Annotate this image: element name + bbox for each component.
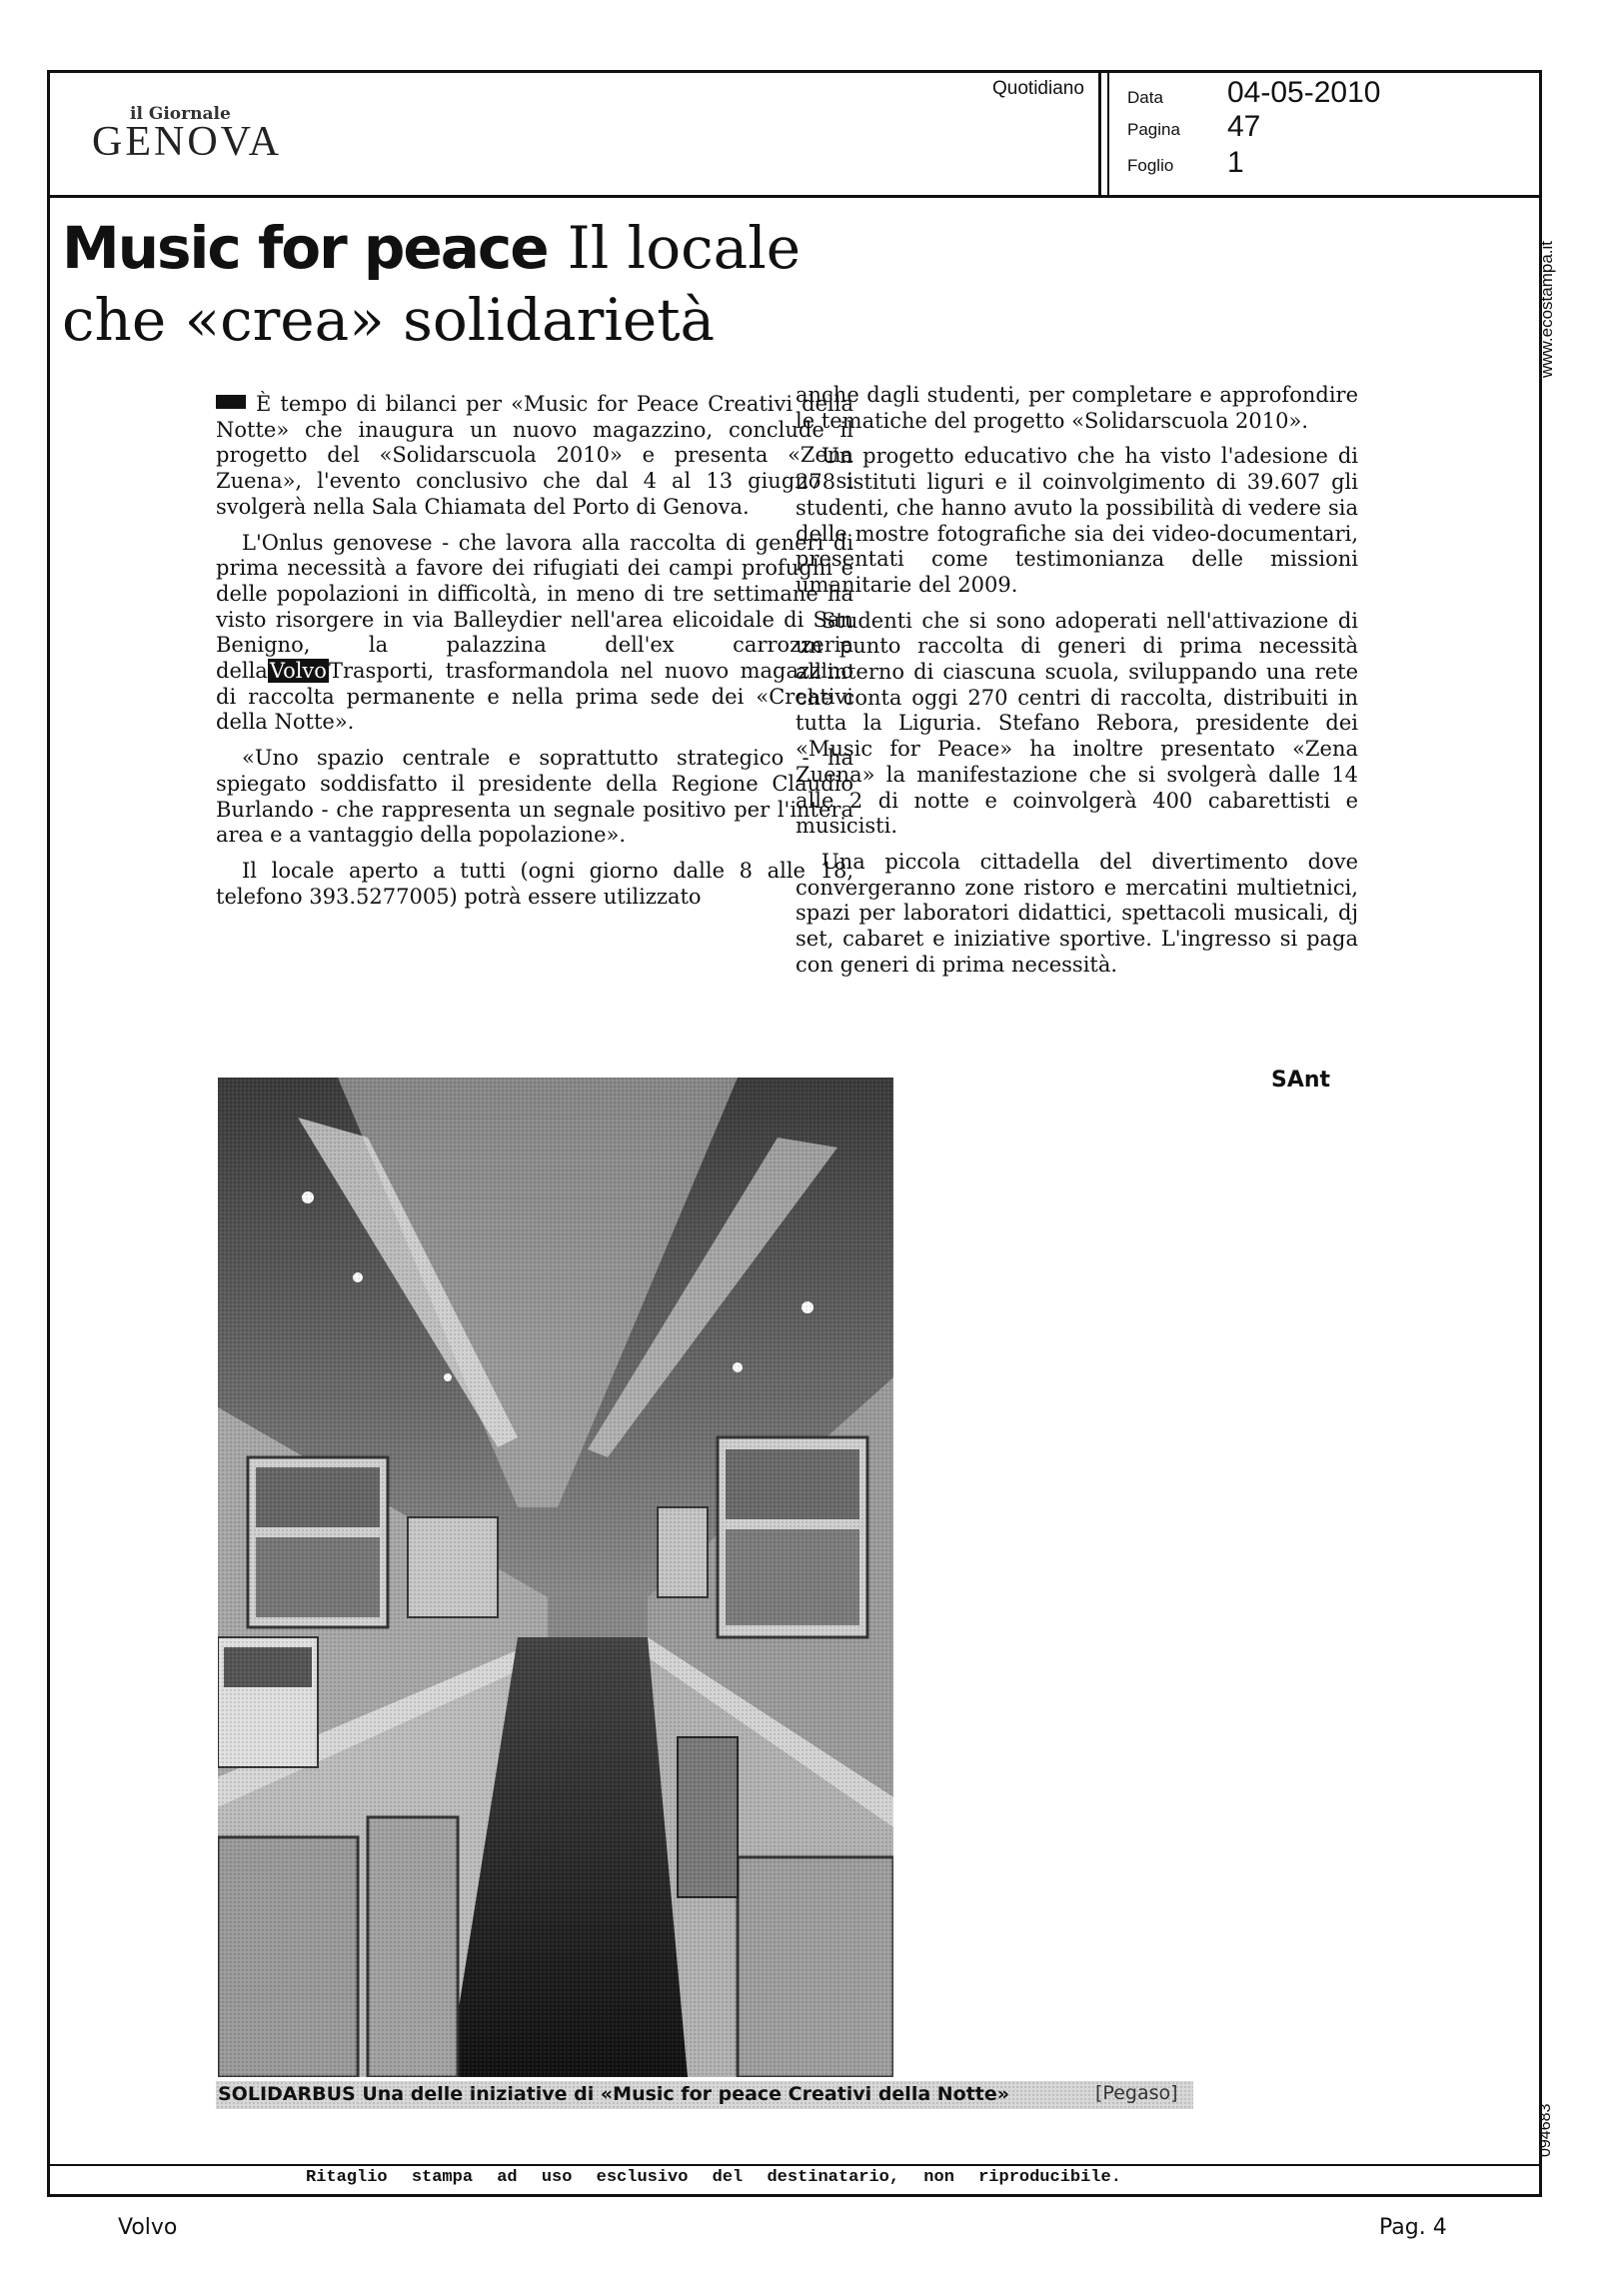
meta-page-label: Pagina — [1127, 120, 1180, 139]
caption-lead: SOLIDARBUS — [218, 2083, 356, 2105]
photo-credit: [Pegaso] — [1095, 2082, 1178, 2104]
page-brand: Volvo — [118, 2215, 178, 2240]
masthead-small: il Giornale — [130, 104, 231, 124]
masthead-big: GENOVA — [92, 119, 282, 165]
lead-square-icon — [216, 395, 246, 409]
meta-box — [1098, 70, 1542, 198]
meta-page-value: 47 — [1227, 110, 1261, 143]
paragraph — [216, 392, 853, 521]
page-number: Pag. 4 — [1379, 2215, 1447, 2240]
paragraph: Studenti che si sono adoperati nell'attivazione di un punto raccolta di generi di prima necessità all'interno di ciascuna scuola, sviluppando una rete che conta oggi 270 centri di raccolta, distribuiti in tutta la Liguria. Stefano Rebora, presidente dei «Music for Peace» ha inoltre presentato «Zena Zuena» la manifestazione che si svolgerà dalle 14 alle 2 di notte e coinvolgerà 400 cabarettisti e musicisti. — [796, 608, 1358, 839]
paragraph-text: È tempo di bilanci per «Music for Peace Creativi della Notte» che inaugura un nuovo magazzino, conclude il progetto del «Solidarscuola 2010» e presenta «Zena Zuena», l'evento conclusivo che dal 4 al 13 giugno si svolgerà nella Sala Chiamata del Porto di Genova. — [216, 392, 853, 519]
meta-date-label: Data — [1127, 88, 1163, 107]
paragraph: Una piccola cittadella del divertimento dove convergeranno zone ristoro e mercatini multietnici, spazi per laboratori didattici, spettacoli musicali, dj set, cabaret e iniziative sportive. L'ingresso si paga con generi di prima necessità. — [796, 849, 1358, 977]
caption-body: Una delle iniziative di «Music for peace Creativi della Notte» — [362, 2083, 1010, 2105]
footer-disclaimer: Ritaglio stampa ad uso esclusivo del destinatario, non riproducibile. — [306, 2168, 1121, 2187]
paragraph: anche dagli studenti, per completare e approfondire le tematiche del progetto «Solidarscuola 2010». — [796, 383, 1358, 433]
meta-date-value: 04-05-2010 — [1227, 76, 1381, 109]
brand-highlight: Volvo — [269, 659, 327, 684]
headline-light-1: Il locale — [567, 214, 802, 282]
meta-sheet-label: Foglio — [1127, 156, 1174, 175]
byline: SAnt — [1271, 1068, 1331, 1093]
paragraph-text: Trasporti, trasformandola nel nuovo magazzino di raccolta permanente e nella prima sede dei «Creativi della Notte». — [216, 659, 853, 735]
photo-illustration — [218, 1078, 893, 2077]
paragraph: Il locale aperto a tutti (ogni giorno dalle 8 alle 18, telefono 393.5277005) potrà essere utilizzato — [216, 858, 853, 909]
article-column-left — [216, 392, 853, 920]
headline-bold: Music for peace — [62, 214, 548, 282]
meta-sheet-value: 1 — [1227, 146, 1244, 179]
headline-light-2: che «crea» solidarietà — [62, 286, 716, 354]
publication-type: Quotidiano — [992, 78, 1084, 99]
source-website: www.ecostampa.it — [1537, 241, 1556, 378]
photo-caption — [218, 2083, 1009, 2105]
bus-interior-photo — [218, 1078, 893, 2077]
footer-divider — [47, 2164, 1542, 2166]
paragraph: Un progetto educativo che ha visto l'adesione di 278 istituti liguri e il coinvolgimento di 39.607 gli studenti, che hanno avuto la possibilità di vedere sia delle mostre fotografiche sia dei video-documentari, presentati come testimonianza delle missioni umanitarie del 2009. — [796, 444, 1358, 597]
clipping-code: 094683 — [1537, 2103, 1554, 2157]
paragraph-text: L'Onlus genovese - che lavora alla raccolta di generi di prima necessità a favore dei rifugiati dei campi profughi e delle popolazioni in difficoltà, in meno di tre settimane ha visto risorgere in via Balleydier nell'area elicoidale di San Benigno, la palazzina dell'ex carrozzeria della — [216, 530, 853, 684]
paragraph — [216, 531, 853, 737]
paragraph: «Uno spazio centrale e soprattutto strategico - ha spiegato soddisfatto il presidente della Regione Claudio Burlando - che rappresenta un segnale positivo per l'intera area e a vantaggio della popolazione». — [216, 746, 853, 848]
article-headline — [62, 212, 1211, 356]
article-column-right — [796, 383, 1358, 988]
